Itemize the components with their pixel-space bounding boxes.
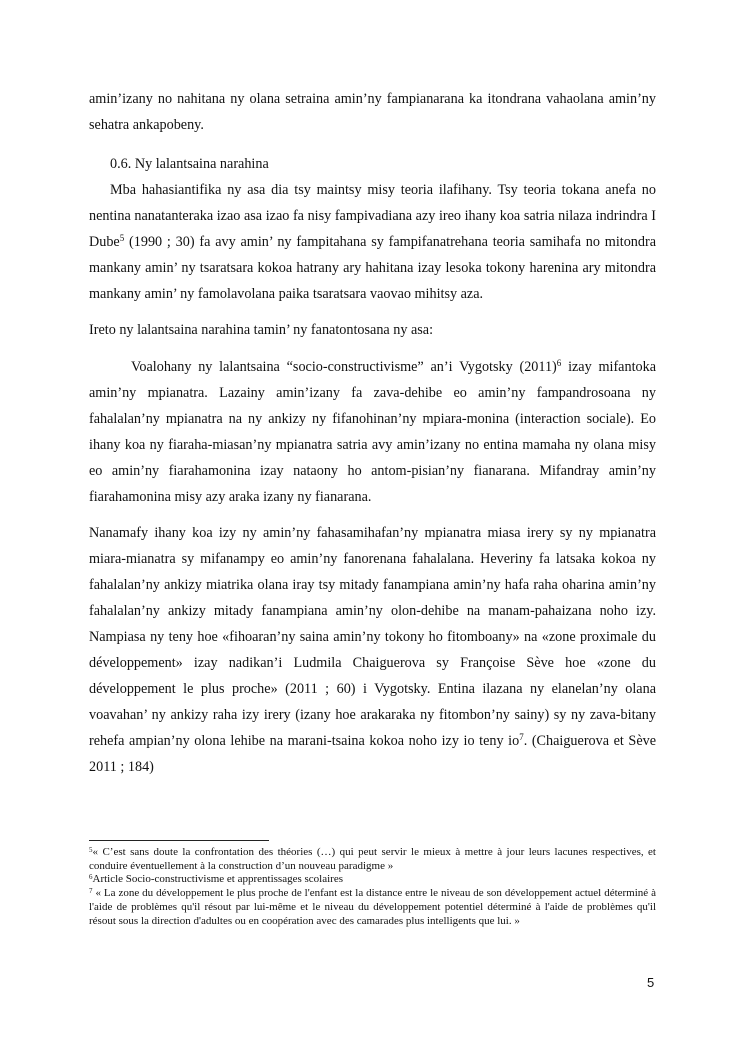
footnote-divider <box>89 840 269 841</box>
paragraph-zpd <box>89 520 656 780</box>
footnote-mark: 7 <box>89 887 93 896</box>
paragraph-vygotsky <box>89 354 656 510</box>
footnote-ref-5: 5 <box>119 233 125 243</box>
paragraph-text: (1990 ; 30) fa avy amin’ ny fampitahana sy fampifanatrehana teoria samihafa no mitondra mankany amin’ ny tsaratsara kokoa hatrany ary hahitana izay lesoka tokony harenina ary mitondra mankany amin’ ny famolavolana paika tsaratsara vaovao mihitsy aza. <box>89 234 656 302</box>
footnote-text: « C’est sans doute la confrontation des théories (…) qui peut servir le mieux à mettre à jour leurs lacunes respectives, et conduire éventuellement à la construction d’un nouveau paradigme » <box>89 846 656 872</box>
footnote-ref-6: 6 <box>556 358 562 368</box>
page-number: 5 <box>647 975 655 990</box>
footnote-6 <box>89 873 656 887</box>
footnote-text: « La zone du développement le plus proche de l'enfant est la distance entre le niveau de son développement actuel déterminé à l'aide de problèmes qu'il résout par lui-même et le niveau du développement potentiel déterminé à l'aide de problèmes qu'il résout sous la direction d'adultes ou en coopération avec des camarades plus intelligents que lui. » <box>89 887 656 927</box>
section-heading: 0.6. Ny lalantsaina narahina <box>110 156 269 172</box>
paragraph-text: izay mifantoka amin’ny mpianatra. Lazainy amin’izany fa zava-dehibe eo amin’ny fampandrosoana ny fahalalan’ny mpianatra na ny ankizy ny fifanohinan’ny mpiara-monina (interaction sociale). Eo ihany koa ny fiaraha-miasan’ny mpianatra satria avy amin’izany no entina mamaha ny olana misy eo amin’ny fiarahamonina izay nataony ho antom-pisian’ny fianarana. Mifandray amin’ny fiarahamonina misy azy araka izany ny fianarana. <box>89 359 656 505</box>
paragraph-theory-intro <box>89 177 656 307</box>
paragraph-text: . (Chaiguerova et Sève 2011 ; 184) <box>89 733 657 775</box>
footnote-text: Article Socio-constructivisme et apprentissages scolaires <box>92 873 343 886</box>
footnote-5 <box>89 846 656 873</box>
paragraph-text: Voalohany ny lalantsaina “socio-constructivisme” an’i Vygotsky (2011) <box>131 359 557 375</box>
footnote-ref-7: 7 <box>519 732 524 742</box>
intro-paragraph: amin’izany no nahitana ny olana setraina amin’ny fampianarana ka itondrana vahaolana amin’ny sehatra ankapobeny. <box>89 91 656 133</box>
paragraph-list-intro: Ireto ny lalantsaina narahina tamin’ ny fanatontosana ny asa: <box>89 322 434 338</box>
paragraph-text: Nanamafy ihany koa izy ny amin’ny fahasamihafan’ny mpianatra miasa irery sy ny mpianatra miara-mianatra sy mifanampy eo amin’ny fanorenana fahalalana. Heveriny fa latsaka kokoa ny fahalalan’ny ankizy miatrika olana iray tsy mitady fanampiana amin’ny hafa raha oharina amin’ny fahalalan’ny ankizy mitady fanampiana amin’ny olon-dehibe na manam-pahaizana noho izy. Nampiasa ny teny hoe «fihoaran’ny saina amin’ny tokony ho fitomboany» na «zone proximale du développement» izay nadikan’i Ludmila Chaiguerova sy Françoise Sève hoe «zone du développement le plus proche» (2011 ; 60) i Vygotsky. Entina ilazana ny elanelan’ny olana voavahan’ ny ankizy raha izy irery (izany hoe arakaraka ny fitombon’ny sainy) sy ny zava-bitany rehefa ampian’ny olona lehibe na marani-tsaina kokoa noho izy io teny io <box>89 525 656 749</box>
paragraph-text: Mba hahasiantifika ny asa dia tsy maintsy misy teoria ilafihany. Tsy teoria tokana anefa no nentina nanatanteraka izao asa izao fa nisy fampivadiana azy ireo ihany koa satria nilaza indrindra I Dube <box>89 182 656 250</box>
footnote-mark: 6 <box>89 873 93 882</box>
footnote-mark: 5 <box>89 846 93 854</box>
footnote-7 <box>89 887 656 928</box>
footnotes <box>89 846 656 928</box>
